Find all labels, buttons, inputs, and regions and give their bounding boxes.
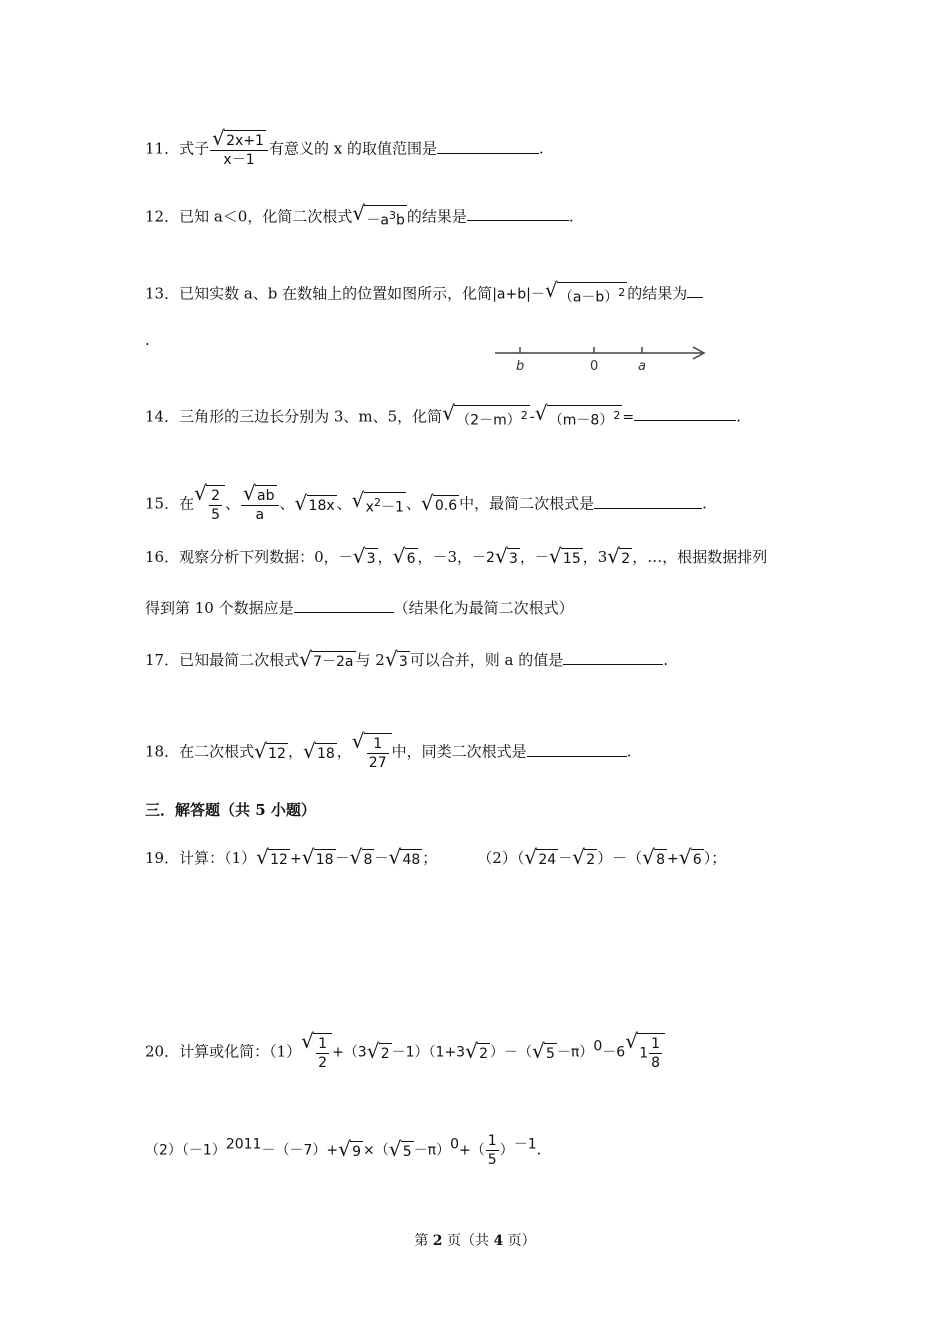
q19-number: 19． [145, 849, 180, 867]
q13-text: 已知实数 a、b 在数轴上的位置如图所示，化简 [179, 284, 493, 303]
question-17: 17．已知最简二次根式√ 7－2a 与 2√ 3 可以合并，则 a 的值是 . [145, 650, 668, 671]
q17-answer-blank[interactable] [563, 650, 663, 665]
q13-number: 13． [145, 284, 180, 303]
q15-radical-1: √ $\frac{2}{5}$ [196, 485, 225, 524]
question-15: 15．在 √ $\frac{2}{5}$ 、 √ $\frac{ab}{a}$ 、√ 18x 、√ $x^2-1$ 、√ 0.6 中，最简二次根式是 . [145, 485, 707, 524]
q12-number: 12． [145, 207, 180, 226]
q15-radical-3: √ 18x [297, 495, 337, 515]
q15-radical-4: √ $x^2-1$ [354, 492, 406, 517]
q11-number: 11． [145, 139, 180, 158]
question-12: 12．已知 a＜0，化简二次根式√ $-a^3b$ 的结果是 . [145, 205, 574, 230]
q16-text: 观察分析下列数据：0， [179, 548, 339, 566]
question-16-line-2: 得到第 10 个数据应是 （结果化为最简二次根式） [145, 599, 574, 617]
q14-number: 14． [145, 407, 180, 426]
q13-text-post: 的结果为 [627, 284, 688, 303]
q13-absolute: |a+b|－ [492, 286, 545, 303]
q13-dot: . [145, 331, 150, 349]
q18-answer-blank[interactable] [527, 742, 627, 757]
question-19: 19．计算：（1）√ 12 +√ 18 －√ 8 －√ 48 ； （2）（√ 24 －√ 2 ）－（√ 8 +√ 6 ）； [145, 848, 726, 869]
q18-text: 在二次根式 [179, 742, 255, 761]
q15-fraction-2: √ $\frac{ab}{a}$ [241, 485, 278, 524]
q12-radical: √ $-a^3b$ [354, 205, 406, 230]
q18-number: 18． [145, 742, 180, 761]
q15-text-post: 中，最简二次根式是 [459, 494, 595, 513]
q17-text-post: 可以合并，则 a 的值是 [409, 651, 564, 669]
number-line-figure [490, 342, 715, 376]
q20-number: 20． [145, 1042, 180, 1061]
question-11: 11．式子 √ $\frac{2x+1}{x-1}$ 有意义的 x 的取值范围是 . [145, 130, 544, 169]
q14-radical-2: √ $(m-8)^2$ [537, 405, 623, 430]
question-20-part-2: $(2)(-1)^{2011}-(-7)+√$ 9 ×（√ 5 －π）$^0$+（ $\frac{1}{5}$ ）$^{-1}$. [145, 1132, 541, 1169]
q17-radical-2: √ 3 [387, 651, 410, 671]
q17-text: 已知最简二次根式 [179, 651, 300, 669]
q16-number: 16． [145, 548, 180, 566]
q14-radical-1: √ $(2-m)^2$ [444, 405, 530, 430]
section-heading: 三．解答题（共 5 小题） [145, 801, 316, 819]
q14-answer-blank[interactable] [634, 406, 736, 421]
page-number: 2 [432, 1233, 443, 1249]
q14-text: 三角形的三边长分别为 3、m、5，化简 [179, 407, 443, 426]
q11-answer-blank[interactable] [437, 139, 539, 154]
question-14: 14．三角形的三边长分别为 3、m、5，化简√ $(2-m)^2$ -√ $(m-8)^2$ = . [145, 405, 741, 430]
q15-radical-5: √ 0.6 [423, 495, 459, 515]
label-a: a [638, 359, 646, 374]
q11-text-post: 有意义的 x 的取值范围是 [268, 139, 437, 158]
q12-answer-blank[interactable] [467, 206, 569, 221]
page-footer: 第 2 页（共 4 页） [414, 1233, 536, 1249]
q11-text: 式子 [179, 139, 210, 158]
q13-radical: √ $(a-b)^2$ [547, 282, 627, 307]
question-18: 18．在二次根式√ 12 ，√ 18 ， √ $\frac{1}{27}$ 中，同类二次根式是 . [145, 733, 631, 772]
page-total: 4 [493, 1233, 504, 1249]
q11-fraction: √ $\frac{2x+1}{x-1}$ [210, 130, 268, 169]
q12-text: 已知 a＜0，化简二次根式 [179, 207, 353, 226]
q17-number: 17． [145, 651, 180, 669]
question-16: 16．观察分析下列数据：0，－√ 3 ，√ 6 ，－3，－2√ 3 ，－√ 15 ，3√ 2 ，…，根据数据排列 [145, 547, 767, 568]
label-0: 0 [590, 359, 599, 374]
question-20: 20．计算或化简：（1） √ $\frac{1}{2}$ +（3√ 2 －1）（1+3√ 2 ）－（√ 5 －π）$^0$－6√ 1 $\frac{1}{8}$ [145, 1033, 665, 1072]
q15-number: 15． [145, 494, 180, 513]
question-13 [145, 282, 703, 307]
q16-answer-blank[interactable] [294, 598, 394, 613]
q13-answer-blank[interactable] [687, 283, 703, 298]
label-b: b [516, 359, 525, 374]
q18-text-post: 中，同类二次根式是 [391, 742, 527, 761]
q15-answer-blank[interactable] [594, 494, 702, 509]
q16-text-post: ，…，根据数据排列 [632, 548, 768, 566]
q17-radical-1: √ 7－2a [301, 651, 355, 671]
q12-text-post: 的结果是 [406, 207, 467, 226]
